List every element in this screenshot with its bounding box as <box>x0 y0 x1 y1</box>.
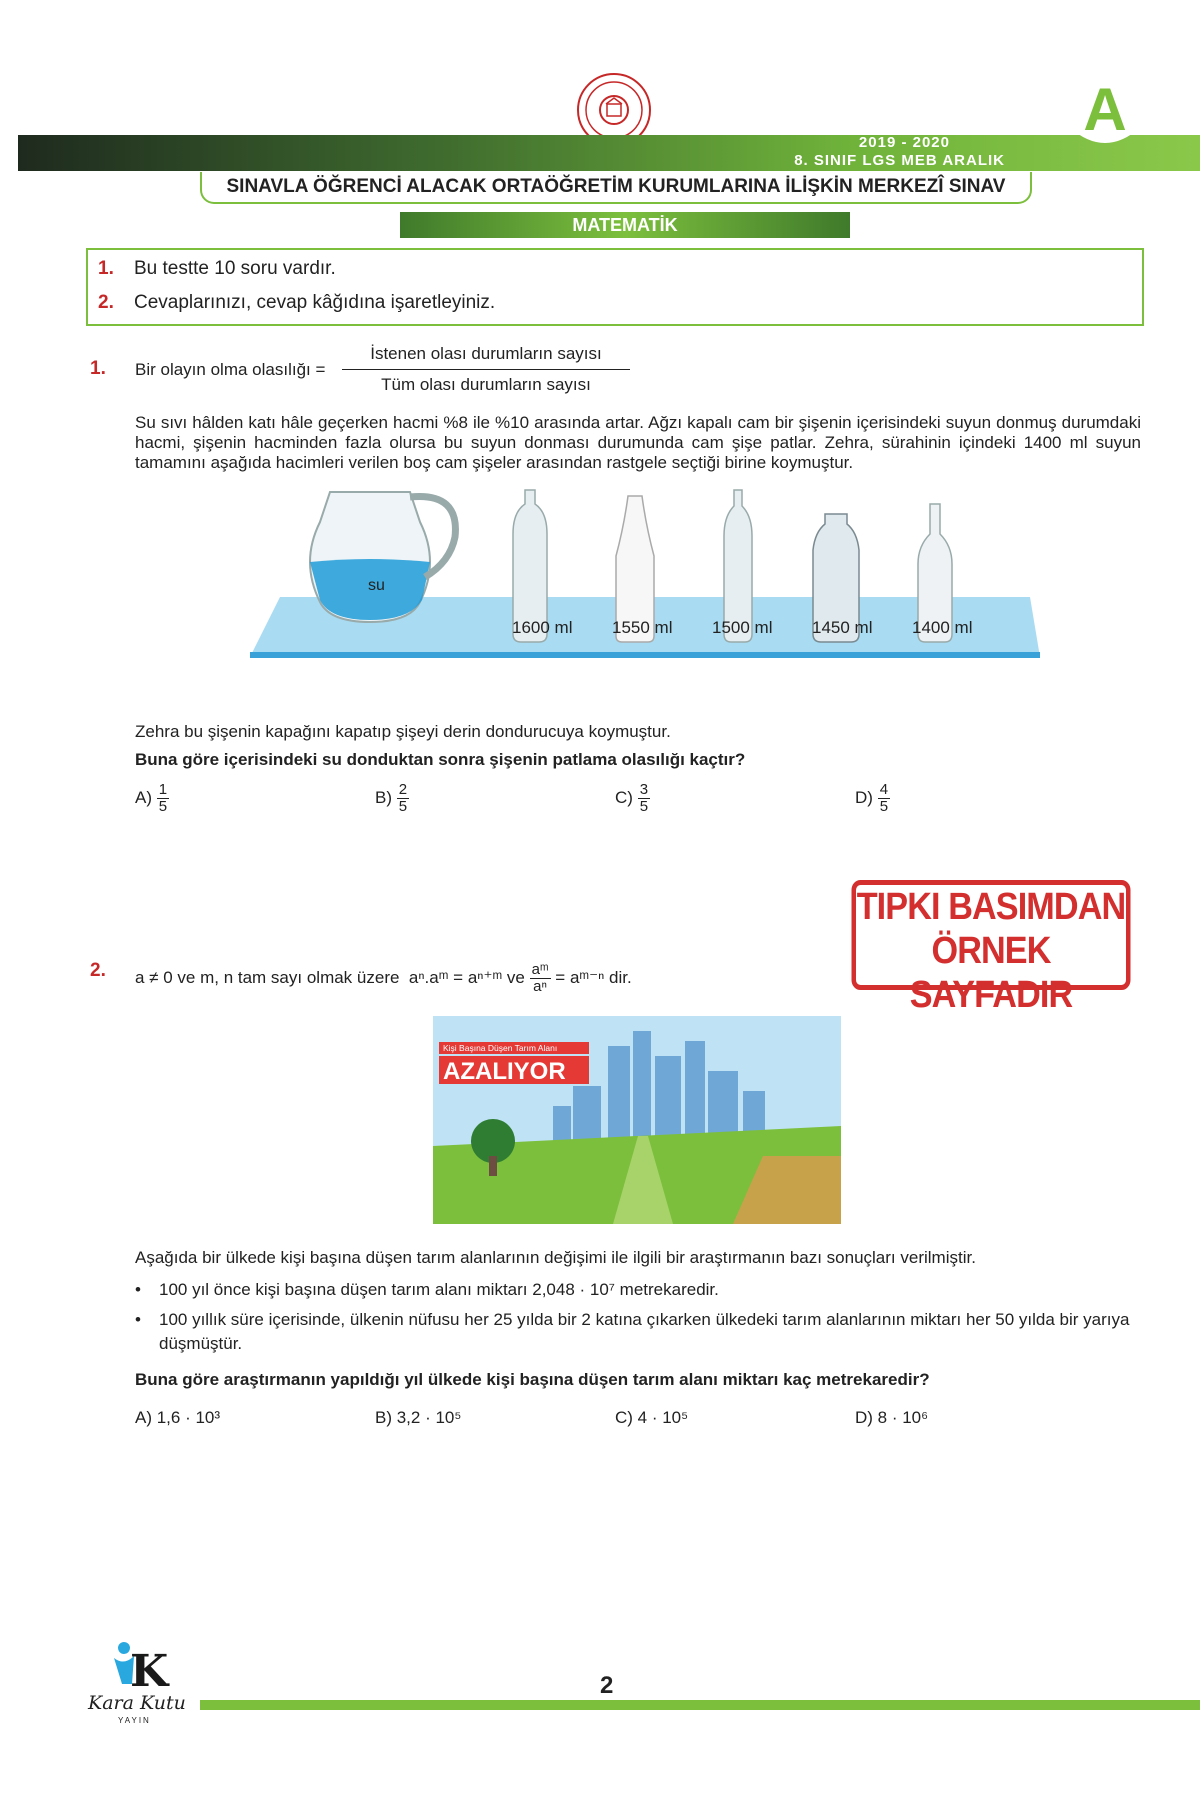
option-denominator: 5 <box>879 798 889 815</box>
q2-rule2: = aᵐ⁻ⁿ dir. <box>555 967 632 987</box>
q2-rule1: aⁿ.aᵐ = aⁿ⁺ᵐ ve <box>408 967 525 987</box>
header-bar <box>18 135 1200 171</box>
option-numerator: 1 <box>158 781 168 798</box>
q1-option-c[interactable] <box>615 782 650 815</box>
instruction-item <box>98 292 495 314</box>
bullet-item <box>135 1278 1141 1302</box>
q2-fraction <box>530 962 551 995</box>
publisher-logo-icon <box>110 1640 170 1692</box>
q1-lead: Bir olayın olma olasılığı = <box>135 360 326 379</box>
bullet-dot: • <box>135 1310 141 1329</box>
q2-illustration <box>433 1016 841 1224</box>
publisher-logo <box>88 1640 198 1730</box>
q1-option-b[interactable] <box>375 782 409 815</box>
q1-option-a[interactable] <box>135 782 169 815</box>
q2-frac-top: aᵐ <box>531 961 549 978</box>
q2-lead: a ≠ 0 ve m, n tam sayı olmak üzere <box>135 967 400 987</box>
q1-after-text: Zehra bu şişenin kapağını kapatıp şişeyi derin dondurucuya koymuştur. <box>135 722 671 741</box>
exam-title: SINAVLA ÖĞRENCİ ALACAK ORTAÖĞRETİM KURUMLARINA İLİŞKİN MERKEZÎ SINAV <box>200 172 1032 204</box>
option-label: B) <box>375 787 392 807</box>
image-subtitle: Kişi Başına Düşen Tarım Alanı <box>443 1043 558 1053</box>
q2-question: Buna göre araştırmanın yapıldığı yıl ülkede kişi başına düşen tarım alanı miktarı kaç metrekaredir? <box>135 1370 930 1389</box>
q2-option-a[interactable]: A) 1,6 · 10³ <box>135 1408 221 1427</box>
option-denominator: 5 <box>639 798 649 815</box>
instruction-number: 1. <box>98 258 114 279</box>
q2-intro: Aşağıda bir ülkede kişi başına düşen tarım alanlarının değişimi ile ilgili bir araştırmanın bazı sonuçları verilmiştir. <box>135 1248 976 1267</box>
q1-option-d[interactable] <box>855 782 890 815</box>
instructions-box <box>86 248 1144 326</box>
option-fraction <box>397 782 409 815</box>
option-numerator: 4 <box>879 781 889 798</box>
bottle-label: 1500 ml <box>712 618 773 637</box>
bottle-label: 1600 ml <box>512 618 573 637</box>
option-denominator: 5 <box>158 798 168 815</box>
instruction-text: Cevaplarınızı, cevap kâğıdına işaretleyiniz. <box>134 292 496 313</box>
bullet-item <box>135 1308 1141 1356</box>
publisher-name: Kara Kutu <box>88 1692 186 1714</box>
sample-page-stamp <box>852 880 1131 1016</box>
exam-year: 2019 - 2020 <box>858 134 950 151</box>
subject-title: MATEMATİK <box>400 212 850 238</box>
bottle-label: 1450 ml <box>812 618 873 637</box>
instruction-number: 2. <box>98 292 114 313</box>
q1-formula-bottom: Tüm olası durumların sayısı <box>381 375 591 394</box>
option-fraction <box>638 782 650 815</box>
q2-rule <box>135 962 632 995</box>
jug-label: su <box>368 577 385 594</box>
q2-bullet-list <box>135 1278 1141 1356</box>
exam-grade: 8. SINIF LGS MEB ARALIK <box>794 152 1005 169</box>
bullet-text: 100 yıl önce kişi başına düşen tarım alanı miktarı 2,048 · 10⁷ metrekaredir. <box>159 1280 719 1299</box>
bullet-dot: • <box>135 1280 141 1299</box>
q2-frac-bottom: aⁿ <box>533 978 547 995</box>
q1-number: 1. <box>90 358 106 379</box>
stamp-line: ÖRNEK SAYFADIR <box>909 930 1073 1016</box>
bottle-label: 1400 ml <box>912 618 973 637</box>
q2-option-d[interactable]: D) 8 · 10⁶ <box>855 1408 929 1427</box>
instruction-text: Bu testte 10 soru vardır. <box>134 258 336 279</box>
page-number: 2 <box>600 1672 614 1699</box>
q1-formula-top: İstenen olası durumların sayısı <box>342 344 630 370</box>
q2-option-c[interactable]: C) 4 · 10⁵ <box>615 1408 689 1427</box>
booklet-letter: A <box>1083 78 1127 143</box>
footer-bar <box>200 1700 1200 1710</box>
stamp-line: TIPKI BASIMDAN <box>856 886 1126 928</box>
option-label: D) <box>855 787 873 807</box>
table-edge <box>250 652 1040 658</box>
city-farm-image <box>433 1016 841 1224</box>
option-label: A) <box>135 787 152 807</box>
option-fraction <box>878 782 890 815</box>
instruction-item <box>98 258 336 280</box>
bottle-label: 1550 ml <box>612 618 673 637</box>
option-label: C) <box>615 787 633 807</box>
q1-paragraph: Su sıvı hâlden katı hâle geçerken hacmi %8 ile %10 arasında artar. Ağzı kapalı cam bir şişenin içerisindeki suyun donmuş durumdaki hacmi, şişenin hacminden fazla olursa bu suyun donması durumunda cam şişe patlar. Zehra, sürahinin içindeki 1400 ml suyun tamamını aşağıda hacimleri verilen boş cam şişeler arasından rastgele seçtiği birine koymuştur. <box>135 413 1141 472</box>
q2-option-b[interactable]: B) 3,2 · 10⁵ <box>375 1408 462 1427</box>
booklet-badge <box>1060 78 1150 158</box>
publisher-logo-letter: K <box>130 1646 169 1692</box>
option-numerator: 3 <box>639 781 649 798</box>
option-denominator: 5 <box>398 798 408 815</box>
q2-number: 2. <box>90 960 106 981</box>
publisher-sub: YAYIN <box>118 1716 151 1725</box>
bullet-text: 100 yıllık süre içerisinde, ülkenin nüfusu her 25 yılda bir 2 katına çıkarken ülkedeki tarım alanlarının miktarı her 50 yılda bir yarıya düşmüştür. <box>159 1310 1130 1353</box>
q1-formula <box>342 344 630 395</box>
option-fraction <box>157 782 169 815</box>
q1-question: Buna göre içerisindeki su donduktan sonra şişenin patlama olasılığı kaçtır? <box>135 750 746 769</box>
image-title: AZALIYOR <box>443 1058 566 1085</box>
option-numerator: 2 <box>398 781 408 798</box>
